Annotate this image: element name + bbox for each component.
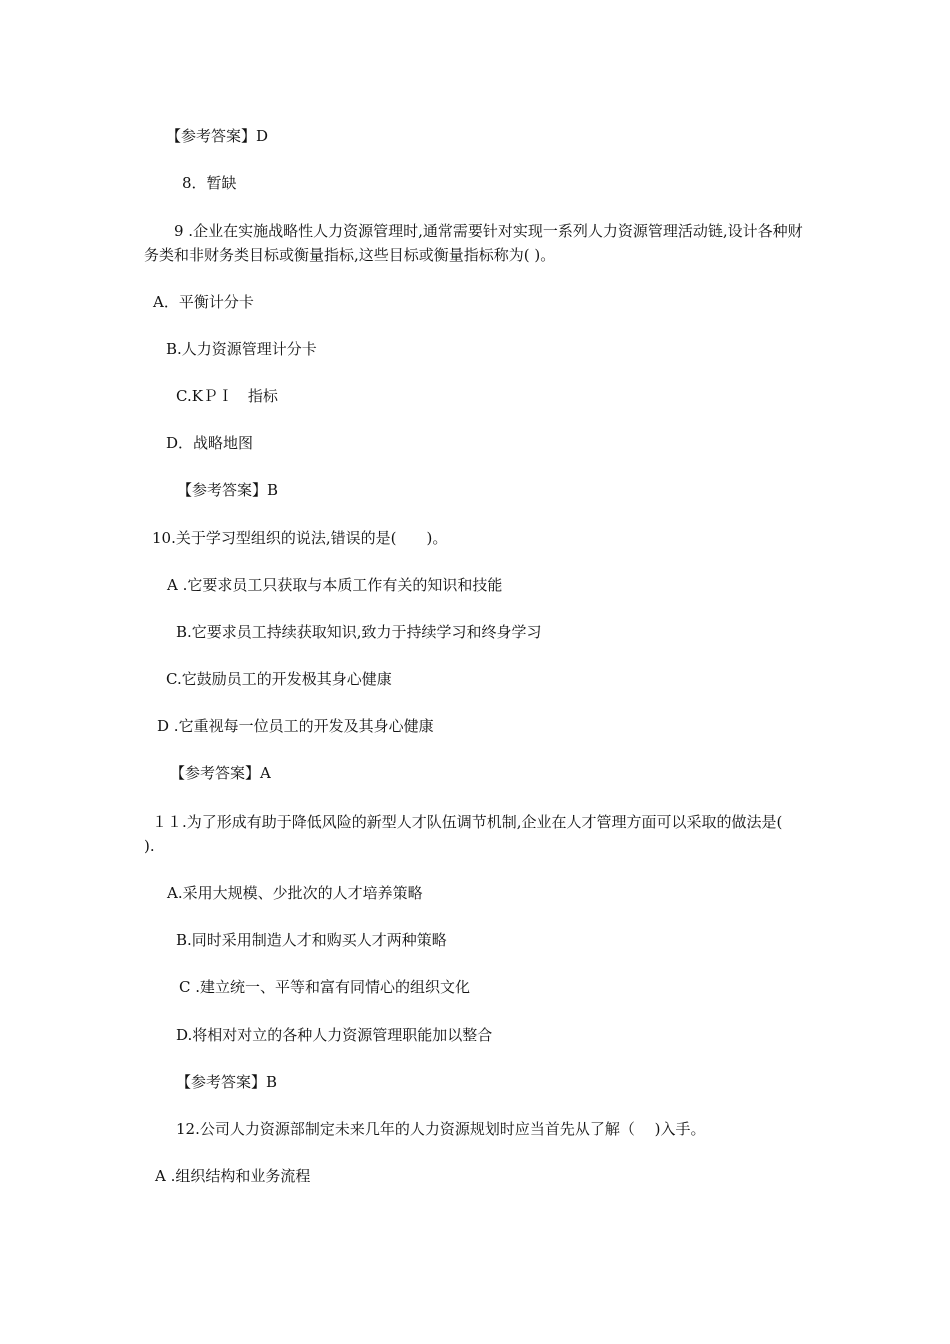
option-9d: D．战略地图	[166, 434, 254, 452]
answer-7: 【参考答案】D	[166, 127, 269, 145]
option-10c: C.它鼓励员工的开发极其身心健康	[166, 670, 392, 688]
question-12: 12.公司人力资源部制定未来几年的人力资源规划时应当首先从了解（ )入手。	[176, 1120, 706, 1138]
option-10a: A .它要求员工只获取与本质工作有关的知识和技能	[167, 576, 503, 594]
answer-11: 【参考答案】B	[176, 1073, 278, 1091]
option-9a: A．平衡计分卡	[153, 293, 254, 311]
question-8: 8．暂缺	[182, 174, 237, 192]
option-12a: A .组织结构和业务流程	[155, 1167, 311, 1185]
option-9c: C.KＰＩ 指标	[176, 387, 278, 405]
question-11: １１.为了形成有助于降低风险的新型人才队伍调节机制,企业在人才管理方面可以采取的做法是( ).	[144, 813, 803, 855]
option-11c: C .建立统一、平等和富有同情心的组织文化	[179, 978, 471, 996]
answer-10: 【参考答案】A	[170, 764, 271, 782]
answer-9: 【参考答案】B	[177, 481, 279, 499]
option-11a: A.采用大规模、少批次的人才培养策略	[167, 884, 423, 902]
option-11b: B.同时采用制造人才和购买人才两种策略	[176, 931, 447, 949]
question-9: 9 .企业在实施战略性人力资源管理时,通常需要针对实现一系列人力资源管理活动链,设计各种财务类和非财务类目标或衡量指标,这些目标或衡量指标称为( )。	[144, 222, 803, 264]
question-10: 10.关于学习型组织的说法,错误的是( )。	[152, 529, 448, 547]
option-10b: B.它要求员工持续获取知识,致力于持续学习和终身学习	[176, 623, 542, 641]
option-10d: D .它重视每一位员工的开发及其身心健康	[157, 717, 434, 735]
option-9b: B.人力资源管理计分卡	[166, 340, 317, 358]
option-11d: D.将相对对立的各种人力资源管理职能加以整合	[176, 1026, 493, 1044]
